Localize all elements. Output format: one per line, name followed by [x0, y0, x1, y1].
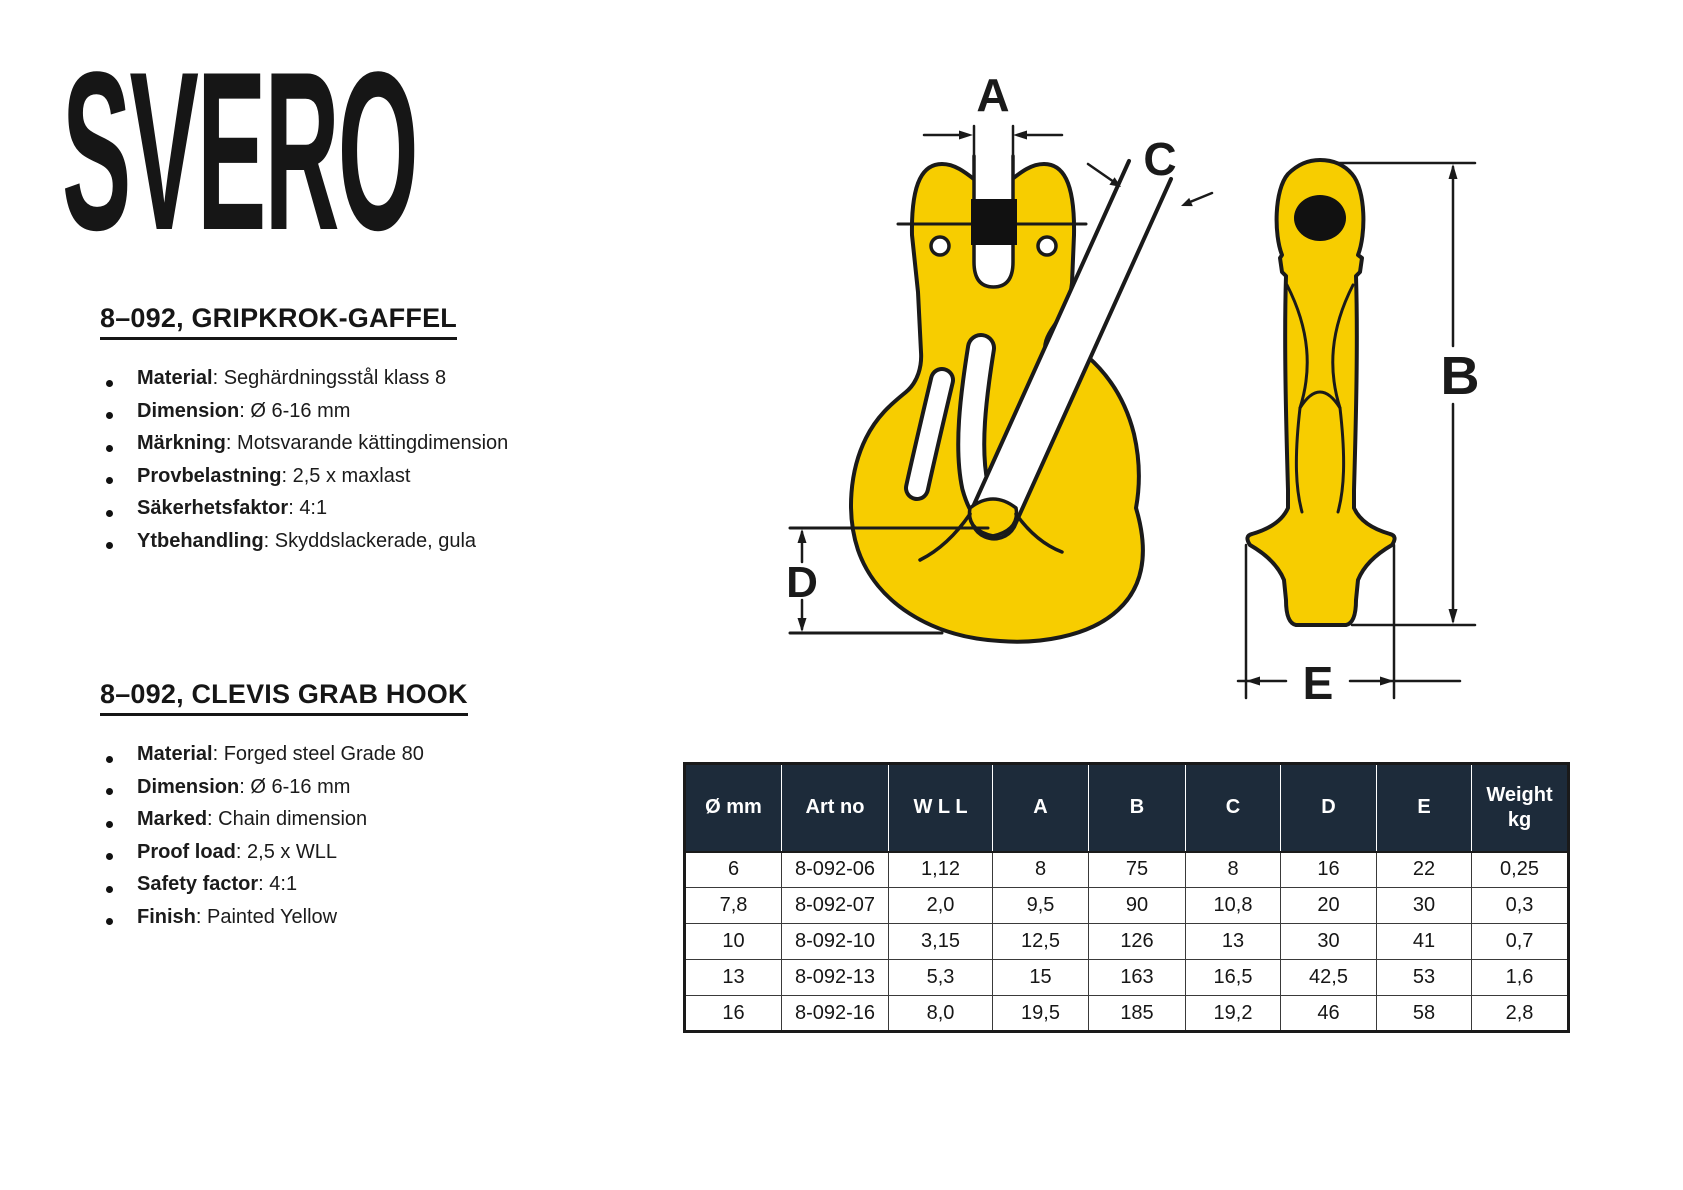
list-item: [100, 367, 620, 400]
list-item: [100, 465, 620, 498]
table-cell: 10: [685, 924, 782, 960]
bullet-separator: :: [195, 905, 208, 928]
bullet-separator: :: [239, 775, 251, 798]
table-cell: 185: [1089, 996, 1186, 1032]
dimension-label-d: D: [786, 558, 818, 607]
bullet-list-swedish: [100, 367, 620, 562]
bullet-value: Seghärdningsstål klass 8: [223, 367, 447, 389]
dim-e-arrowhead-left: [1246, 677, 1260, 686]
bullet-list-english: [100, 743, 620, 938]
bullet-value: 4:1: [269, 873, 298, 895]
list-item: [100, 873, 620, 906]
eye-hole: [1294, 195, 1346, 241]
bullet-icon: [106, 445, 113, 452]
dim-c-arrow1-line: [1088, 164, 1114, 182]
dim-c-arrow2-line: [1190, 193, 1212, 202]
rivet-hole-right: [1038, 237, 1056, 255]
bullet-value: Motsvarande kättingdimension: [237, 432, 509, 454]
section-heading-swedish: 8–092, GRIPKROK-GAFFEL: [100, 303, 457, 340]
table-header-e: E: [1377, 764, 1472, 852]
bullet-label: Märkning: [137, 432, 226, 454]
table-cell: 16: [685, 996, 782, 1032]
bullet-value: Ø 6-16 mm: [250, 775, 351, 798]
table-header-d: D: [1281, 764, 1377, 852]
table-cell: 10,8: [1186, 888, 1281, 924]
table-cell: 8: [1186, 852, 1281, 888]
table-cell: 46: [1281, 996, 1377, 1032]
list-item: [100, 776, 620, 809]
table-cell: 5,3: [889, 960, 993, 996]
rivet-hole-left: [931, 237, 949, 255]
dim-b-arrowhead-down: [1449, 609, 1458, 624]
table-cell: 22: [1377, 852, 1472, 888]
bullet-icon: [106, 918, 113, 925]
side-view: [1238, 160, 1480, 709]
bullet-value: Forged steel Grade 80: [223, 743, 424, 765]
bullet-value: 2,5 x WLL: [247, 840, 338, 863]
bullet-label: Provbelastning: [137, 464, 282, 487]
table-row: [685, 924, 1569, 960]
bullet-icon: [106, 821, 113, 828]
table-cell: 0,7: [1472, 924, 1569, 960]
bullet-icon: [106, 756, 113, 763]
table-header-diameter: Ø mm: [685, 764, 782, 852]
svero-logo: SVERO: [62, 24, 417, 277]
table-cell: 0,3: [1472, 888, 1569, 924]
bullet-separator: :: [235, 840, 248, 863]
table-cell: 58: [1377, 996, 1472, 1032]
dimension-label-e: E: [1302, 657, 1334, 709]
table-cell: 53: [1377, 960, 1472, 996]
table-cell: 8: [993, 852, 1089, 888]
table-cell: 8-092-06: [782, 852, 889, 888]
bullet-separator: :: [225, 432, 238, 454]
table-cell: 8-092-10: [782, 924, 889, 960]
table-cell: 16,5: [1186, 960, 1281, 996]
bullet-icon: [106, 510, 113, 517]
dim-b-arrowhead-up: [1449, 164, 1458, 179]
list-item: [100, 530, 620, 563]
bullet-value: Ø 6-16 mm: [250, 399, 351, 422]
dimension-label-c: C: [1143, 133, 1177, 185]
table-cell: 2,8: [1472, 996, 1569, 1032]
table-cell: 16: [1281, 852, 1377, 888]
table-cell: 126: [1089, 924, 1186, 960]
front-view: [786, 69, 1212, 642]
table-cell: 42,5: [1281, 960, 1377, 996]
table-cell: 1,12: [889, 852, 993, 888]
table-cell: 8,0: [889, 996, 993, 1032]
table-cell: 20: [1281, 888, 1377, 924]
table-cell: 0,25: [1472, 852, 1569, 888]
table-header-b: B: [1089, 764, 1186, 852]
list-item: [100, 808, 620, 841]
table-cell: 13: [685, 960, 782, 996]
bullet-value: 2,5 x maxlast: [292, 464, 411, 487]
table-header-wll: W L L: [889, 764, 993, 852]
list-item: [100, 743, 620, 776]
bullet-label: Safety factor: [137, 873, 259, 895]
table-cell: 19,2: [1186, 996, 1281, 1032]
table-row: [685, 996, 1569, 1032]
bullet-label: Säkerhetsfaktor: [137, 497, 289, 519]
bullet-label: Dimension: [137, 399, 240, 422]
table-cell: 13: [1186, 924, 1281, 960]
bullet-separator: :: [258, 873, 270, 895]
table-cell: 2,0: [889, 888, 993, 924]
table-cell: 19,5: [993, 996, 1089, 1032]
table-row: [685, 888, 1569, 924]
table-cell: 75: [1089, 852, 1186, 888]
table-cell: 1,6: [1472, 960, 1569, 996]
table-cell: 30: [1281, 924, 1377, 960]
dim-a-arrowhead-right: [1013, 131, 1027, 140]
dim-a-arrowhead-left: [959, 131, 973, 140]
bullet-separator: :: [239, 399, 251, 422]
bullet-value: Painted Yellow: [207, 905, 338, 928]
bullet-separator: :: [212, 743, 224, 765]
bullet-icon: [106, 853, 113, 860]
bullet-separator: :: [212, 367, 224, 389]
bullet-separator: :: [263, 529, 275, 552]
list-item: [100, 432, 620, 465]
table-row: [685, 852, 1569, 888]
table-cell: 8-092-16: [782, 996, 889, 1032]
chain-saddle: [969, 499, 1016, 536]
section-english: [100, 679, 620, 938]
dim-d-arrowhead-down: [798, 618, 807, 632]
dim-e-arrowhead-right: [1380, 677, 1394, 686]
table-header-artno: Art no: [782, 764, 889, 852]
bullet-label: Ytbehandling: [137, 529, 264, 552]
bullet-icon: [106, 477, 113, 484]
technical-drawing: [690, 40, 1500, 720]
bullet-value: 4:1: [299, 497, 328, 519]
spec-table-container: [683, 762, 1570, 1033]
list-item: [100, 906, 620, 939]
bullet-value: Skyddslackerade, gula: [274, 529, 477, 552]
list-item: [100, 400, 620, 433]
section-swedish: [100, 303, 620, 562]
table-header-weight: Weight kg: [1472, 764, 1569, 852]
bullet-separator: :: [281, 464, 293, 487]
list-item: [100, 497, 620, 530]
dimension-label-b: B: [1440, 346, 1480, 406]
table-cell: 3,15: [889, 924, 993, 960]
bullet-value: Chain dimension: [218, 808, 368, 830]
table-cell: 7,8: [685, 888, 782, 924]
table-cell: 90: [1089, 888, 1186, 924]
table-cell: 9,5: [993, 888, 1089, 924]
table-cell: 163: [1089, 960, 1186, 996]
clevis-pin: [971, 199, 1017, 245]
bullet-icon: [106, 542, 113, 549]
bullet-icon: [106, 412, 113, 419]
dim-d-arrowhead-up: [798, 529, 807, 543]
table-header-row: [685, 764, 1569, 852]
table-cell: 15: [993, 960, 1089, 996]
bullet-icon: [106, 886, 113, 893]
bullet-separator: :: [207, 808, 219, 830]
spec-table: [683, 762, 1570, 1033]
bullet-separator: :: [288, 497, 300, 519]
table-cell: 30: [1377, 888, 1472, 924]
list-item: [100, 841, 620, 874]
table-cell: 8-092-07: [782, 888, 889, 924]
table-cell: 6: [685, 852, 782, 888]
bullet-icon: [106, 380, 113, 387]
dimension-label-a: A: [976, 69, 1010, 121]
bullet-label: Marked: [137, 808, 208, 830]
bullet-label: Material: [137, 367, 213, 389]
table-header-c: C: [1186, 764, 1281, 852]
table-cell: 8-092-13: [782, 960, 889, 996]
bullet-icon: [106, 788, 113, 795]
table-header-a: A: [993, 764, 1089, 852]
bullet-label: Proof load: [137, 840, 236, 863]
section-heading-english: 8–092, CLEVIS GRAB HOOK: [100, 679, 468, 716]
table-row: [685, 960, 1569, 996]
bullet-label: Material: [137, 743, 213, 765]
table-cell: 41: [1377, 924, 1472, 960]
bullet-label: Finish: [137, 905, 196, 928]
table-cell: 12,5: [993, 924, 1089, 960]
bullet-label: Dimension: [137, 775, 240, 798]
